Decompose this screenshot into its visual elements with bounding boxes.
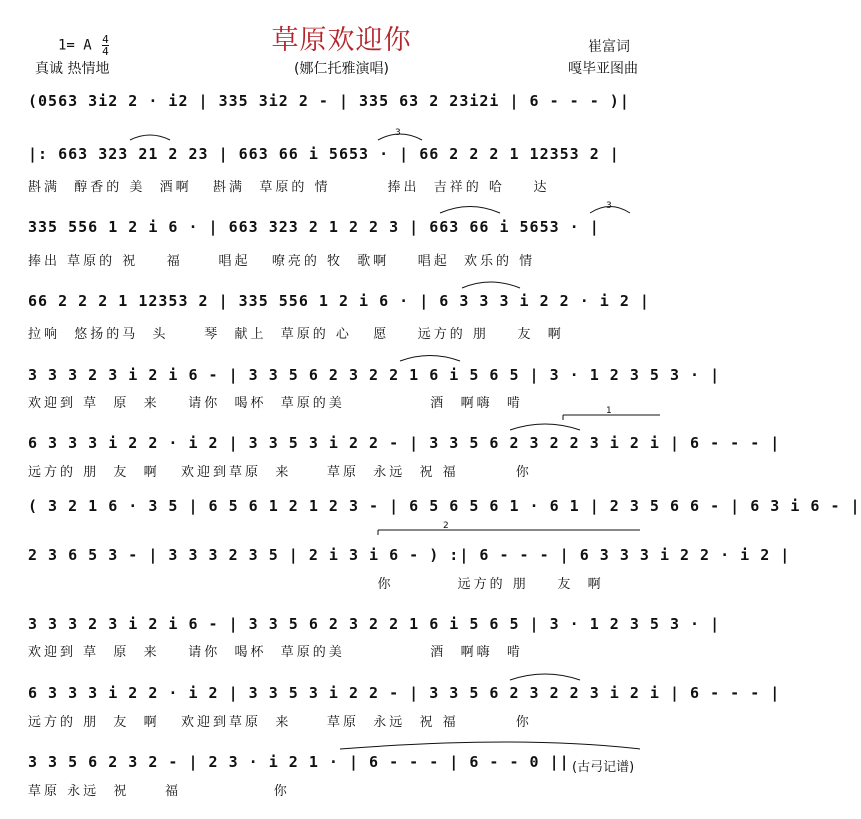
performer: (娜仁托雅演唱) xyxy=(294,61,389,77)
notation-row-2: |: 663 323 21 2 23 | 663 66 i 5653 · | 66 2 2 2 1 12353 2 | xyxy=(28,145,620,163)
lyrics-row-9: 欢迎到 草 原 来 请你 喝杯 草原的美 酒 啊嗨 啃 xyxy=(28,645,523,660)
slur xyxy=(400,356,460,362)
notation-row-3: 335 556 1 2 i 6 · | 663 323 2 1 2 2 3 | 663 66 i 5653 · | xyxy=(28,218,600,236)
volta-number: 1 xyxy=(606,406,612,416)
lyrics-row-11: 草原 永远 祝 福 你 xyxy=(28,784,290,799)
lyrics-row-5: 欢迎到 草 原 来 请你 喝杯 草原的美 酒 啊嗨 啃 xyxy=(28,396,523,411)
slur xyxy=(440,207,500,214)
lyrics-row-6: 远方的 朋 友 啊 欢迎到草原 来 草原 永远 祝 福 你 xyxy=(28,465,532,480)
notation-row-11: 3 3 5 6 2 3 2 - | 2 3 · i 2 1 · | 6 - - - | 6 - - 0 || xyxy=(28,753,570,771)
time-signature-top: 4 xyxy=(102,33,109,46)
notation-row-1: (0563 3i2 2 · i2 | 335 3i2 2 - | 335 63 2 23i2i | 6 - - - )| xyxy=(28,92,630,110)
slur xyxy=(130,135,170,140)
mood-marking: 真诚 热情地 xyxy=(35,61,110,77)
notation-row-10: 6 3 3 3 i 2 2 · i 2 | 3 3 5 3 i 2 2 - | 3 3 5 6 2 3 2 2 3 i 2 i | 6 - - - | xyxy=(28,684,781,702)
tie-slur xyxy=(340,742,640,749)
song-title: 草原欢迎你 xyxy=(271,25,412,56)
lyricist-credit: 崔富词 xyxy=(588,39,630,55)
lyrics-row-4: 拉响 悠扬的马 头 琴 献上 草原的 心 愿 远方的 朋 友 啊 xyxy=(28,327,564,342)
notation-row-5: 3 3 3 2 3 i 2 i 6 - | 3 3 5 6 2 3 2 2 1 6 i 5 6 5 | 3 · 1 2 3 5 3 · | xyxy=(28,366,721,384)
lyrics-row-3: 捧出 草原的 祝 福 唱起 嘹亮的 牧 歌啊 唱起 欢乐的 情 xyxy=(28,254,536,269)
slur xyxy=(510,674,580,680)
composer-credit: 嘎毕亚图曲 xyxy=(568,61,638,77)
time-signature-bottom: 4 xyxy=(102,45,109,58)
notation-row-8: 2 3 6 5 3 - | 3 3 3 2 3 5 | 2 i 3 i 6 - ) :| 6 - - - | 6 3 3 3 i 2 2 · i 2 | xyxy=(28,546,791,564)
volta-bracket-2 xyxy=(378,530,640,535)
lyrics-row-2: 斟满 醇香的 美 酒啊 斟满 草原的 情 捧出 吉祥的 哈 达 xyxy=(28,180,550,195)
notation-row-7: ( 3 2 1 6 · 3 5 | 6 5 6 1 2 1 2 3 - | 6 5 6 5 6 1 · 6 1 | 2 3 5 6 6 - | 6 3 i 6 - | xyxy=(28,497,861,515)
slur xyxy=(462,282,520,288)
triplet-mark: 3 xyxy=(606,201,612,211)
key-text: 1= A xyxy=(58,37,92,54)
transcriber-credit: (古弓记谱) xyxy=(572,760,635,775)
notation-row-9: 3 3 3 2 3 i 2 i 6 - | 3 3 5 6 2 3 2 2 1 6 i 5 6 5 | 3 · 1 2 3 5 3 · | xyxy=(28,615,721,633)
lyrics-row-8: 你 远方的 朋 友 啊 xyxy=(28,577,604,592)
notation-row-4: 66 2 2 2 1 12353 2 | 335 556 1 2 i 6 · | 6 3 3 3 i 2 2 · i 2 | xyxy=(28,292,650,310)
volta-number: 2 xyxy=(443,521,449,531)
notation-row-6: 6 3 3 3 i 2 2 · i 2 | 3 3 5 3 i 2 2 - | 3 3 5 6 2 3 2 2 3 i 2 i | 6 - - - | xyxy=(28,434,781,452)
triplet-mark: 3 xyxy=(395,128,401,138)
slur xyxy=(510,424,580,430)
lyrics-row-10: 远方的 朋 友 啊 欢迎到草原 来 草原 永远 祝 福 你 xyxy=(28,715,532,730)
